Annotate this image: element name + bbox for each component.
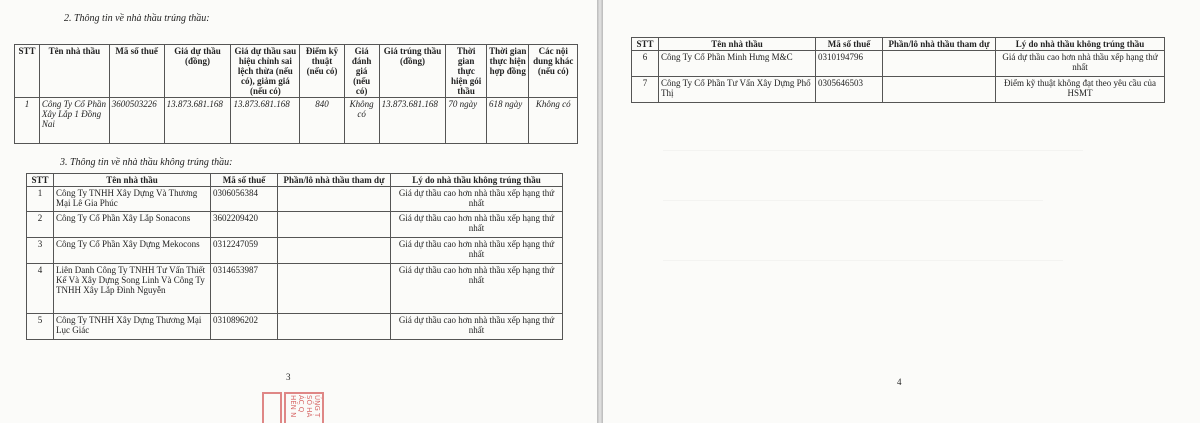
cell: Giá dự thầu cao hơn nhà thầu xếp hạng thứ nhất	[391, 238, 563, 264]
cell: Công Ty Cổ Phần Xây Dựng Mekocons	[54, 238, 211, 264]
loser-table	[26, 173, 563, 340]
cell	[278, 187, 391, 212]
col-stt: STT	[15, 45, 40, 98]
col-gia-danh-gia: Giá đánh giá (nếu có)	[344, 45, 379, 98]
cell: 3602209420	[211, 212, 278, 238]
page-number: 3	[286, 372, 291, 382]
section2-heading: 2. Thông tin về nhà thầu trúng thầu:	[64, 13, 210, 24]
document-page-4	[603, 0, 1200, 423]
col-ly-do: Lý do nhà thầu không trúng thầu	[391, 174, 563, 187]
cell: 5	[27, 314, 54, 340]
table-row	[27, 238, 563, 264]
bleed-through-line	[663, 200, 1043, 201]
table-row	[27, 212, 563, 238]
cell	[883, 51, 996, 77]
cell: Liên Danh Công Ty TNHH Tư Vấn Thiết Kế Và Xây Dựng Song Linh Và Công Ty TNHH Xây Lắp Đình Nguyễn	[54, 264, 211, 314]
cell: Điểm kỹ thuật không đạt theo yêu cầu của HSMT	[996, 77, 1165, 103]
cell: Công Ty Cổ Phần Xây Lắp Sonacons	[54, 212, 211, 238]
cell: 840	[300, 98, 344, 144]
col-ten: Tên nhà thầu	[39, 45, 109, 98]
cell: Không có	[529, 98, 578, 144]
cell: Công Ty TNHH Xây Dựng Và Thương Mại Lê Gia Phúc	[54, 187, 211, 212]
document-page-3	[0, 0, 597, 423]
cell: 1	[27, 187, 54, 212]
page-number: 4	[897, 377, 902, 387]
cell: 0306056384	[211, 187, 278, 212]
col-mst: Mã số thuế	[109, 45, 164, 98]
cell: 7	[632, 77, 659, 103]
winner-table	[14, 44, 578, 144]
col-mst: Mã số thuế	[211, 174, 278, 187]
cell: 13.873.681.168	[379, 98, 446, 144]
cell	[278, 212, 391, 238]
cell: 2	[27, 212, 54, 238]
col-mst: Mã số thuế	[816, 38, 883, 51]
cell: 0310896202	[211, 314, 278, 340]
table-row	[27, 187, 563, 212]
col-gia-trung: Giá trúng thầu (đồng)	[379, 45, 446, 98]
col-stt: STT	[27, 174, 54, 187]
cell: Giá dự thầu cao hơn nhà thầu xếp hạng thứ nhất	[391, 212, 563, 238]
col-diem: Điểm kỹ thuật (nếu có)	[300, 45, 344, 98]
cell: Công Ty Cổ Phần Tư Vấn Xây Dựng Phố Thị	[659, 77, 816, 103]
cell: 0305646503	[816, 77, 883, 103]
stamp-fragment	[262, 392, 282, 423]
cell: 13.873.681.168	[231, 98, 300, 144]
cell: 0310194796	[816, 51, 883, 77]
bleed-through-line	[663, 260, 1063, 261]
table-row	[632, 51, 1165, 77]
table-row	[27, 314, 563, 340]
col-phan-lo: Phần/lô nhà thầu tham dự	[883, 38, 996, 51]
section3-heading: 3. Thông tin về nhà thầu không trúng thầu:	[60, 157, 233, 168]
col-gia: Giá dự thầu (đồng)	[164, 45, 231, 98]
cell: 0314653987	[211, 264, 278, 314]
col-gia-hieu-chinh: Giá dự thầu sau hiệu chỉnh sai lệch thừa (nếu có), giảm giá (nếu có)	[231, 45, 300, 98]
cell: 1	[15, 98, 40, 144]
loser-table-continued	[631, 37, 1165, 103]
col-tg-hd: Thời gian thực hiện hợp đồng	[486, 45, 529, 98]
cell	[278, 238, 391, 264]
col-phan-lo: Phần/lô nhà thầu tham dự	[278, 174, 391, 187]
table-row	[27, 264, 563, 314]
cell: Giá dự thầu cao hơn nhà thầu xếp hạng thứ nhất	[996, 51, 1165, 77]
table-row	[15, 98, 578, 144]
col-stt: STT	[632, 38, 659, 51]
col-ly-do: Lý do nhà thầu không trúng thầu	[996, 38, 1165, 51]
cell: Giá dự thầu cao hơn nhà thầu xếp hạng thứ nhất	[391, 187, 563, 212]
stamp-text: ỦNG T SỐ HÀ ÁC Q HẾN N	[284, 392, 324, 423]
cell: Công Ty Cổ Phần Xây Lắp 1 Đồng Nai	[39, 98, 109, 144]
cell: Công Ty TNHH Xây Dựng Thương Mại Lục Giác	[54, 314, 211, 340]
table-row	[632, 77, 1165, 103]
col-ten: Tên nhà thầu	[54, 174, 211, 187]
cell: 3	[27, 238, 54, 264]
cell: 13.873.681.168	[164, 98, 231, 144]
bleed-through-line	[663, 150, 1083, 151]
cell: 3600503226	[109, 98, 164, 144]
cell	[278, 264, 391, 314]
cell: 0312247059	[211, 238, 278, 264]
cell	[278, 314, 391, 340]
cell: 6	[632, 51, 659, 77]
cell: Giá dự thầu cao hơn nhà thầu xếp hạng thứ nhất	[391, 314, 563, 340]
cell: 4	[27, 264, 54, 314]
cell: Giá dự thầu cao hơn nhà thầu xếp hạng thứ nhất	[391, 264, 563, 314]
cell: 618 ngày	[486, 98, 529, 144]
cell: 70 ngày	[446, 98, 487, 144]
cell: Không có	[344, 98, 379, 144]
col-khac: Các nội dung khác (nếu có)	[529, 45, 578, 98]
col-tg-goi: Thời gian thực hiện gói thầu	[446, 45, 487, 98]
cell: Công Ty Cổ Phần Minh Hưng M&C	[659, 51, 816, 77]
cell	[883, 77, 996, 103]
col-ten: Tên nhà thầu	[659, 38, 816, 51]
